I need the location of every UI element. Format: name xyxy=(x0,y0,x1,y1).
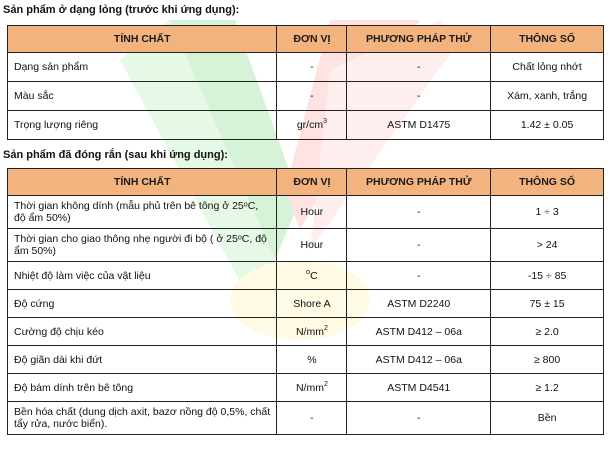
method-cell: - xyxy=(347,229,491,262)
unit-cell xyxy=(277,318,347,346)
method-cell: - xyxy=(347,82,491,111)
value-cell: ≥ 1.2 xyxy=(491,374,604,402)
unit-cell: - xyxy=(277,82,347,111)
unit-text: gr/cm xyxy=(296,119,324,131)
table-row xyxy=(8,111,604,140)
value-cell: > 24 xyxy=(491,229,604,262)
property-cell: Độ giãn dài khi đứt xyxy=(8,346,277,374)
unit-cell xyxy=(277,374,347,402)
header-property: TÍNH CHẤT xyxy=(8,169,277,196)
header-unit: ĐƠN VỊ xyxy=(277,169,347,196)
table-row xyxy=(8,196,604,229)
method-cell: ASTM D1475 xyxy=(347,111,491,140)
unit-cell: Hour xyxy=(277,196,347,229)
property-cell: Nhiệt độ làm việc của vật liệu xyxy=(8,262,277,290)
table-row xyxy=(8,53,604,82)
property-cell: Dạng sản phẩm xyxy=(8,53,277,82)
unit-cell: Hour xyxy=(277,229,347,262)
section-liquid-title: Sản phẩm ở dạng lỏng (trước khi ứng dụng): xyxy=(3,4,240,16)
table-row xyxy=(8,318,604,346)
unit-cell: - xyxy=(277,53,347,82)
section-cured-title: Sản phẩm đã đóng rắn (sau khi ứng dụng): xyxy=(3,149,228,161)
header-property: TÍNH CHẤT xyxy=(8,26,277,53)
table-row xyxy=(8,82,604,111)
property-cell: Bền hóa chất (dung dịch axit, bazơ nồng độ 0,5%, chất tẩy rửa, nước biển). xyxy=(8,402,277,435)
unit-text: N/mm xyxy=(295,325,324,338)
unit-cell xyxy=(277,111,347,140)
property-cell: Thời gian không dính (mẫu phủ trên bê tông ở 25ᵒC, độ ẩm 50%) xyxy=(8,196,277,229)
method-cell: ASTM D412 – 06a xyxy=(347,346,491,374)
header-method: PHƯƠNG PHÁP THỬ xyxy=(347,26,491,53)
value-cell: ≥ 800 xyxy=(491,346,604,374)
table-header-row xyxy=(8,169,604,196)
method-cell: - xyxy=(347,402,491,435)
table-row xyxy=(8,346,604,374)
header-method: PHƯƠNG PHÁP THỬ xyxy=(347,169,491,196)
unit-cell: - xyxy=(277,402,347,435)
unit-text: C xyxy=(310,269,318,282)
value-cell: Xám, xanh, trắng xyxy=(491,82,604,111)
method-cell: ASTM D2240 xyxy=(347,290,491,318)
table-row xyxy=(8,290,604,318)
header-value: THÔNG SỐ xyxy=(491,26,604,53)
method-cell: ASTM D4541 xyxy=(347,374,491,402)
table-row xyxy=(8,262,604,290)
property-cell: Cường độ chịu kéo xyxy=(8,318,277,346)
value-cell: ≥ 2.0 xyxy=(491,318,604,346)
cured-properties-table xyxy=(7,168,604,435)
property-cell: Độ bám dính trên bê tông xyxy=(8,374,277,402)
value-cell: Chất lỏng nhớt xyxy=(491,53,604,82)
property-cell: Thời gian cho giao thông nhẹ người đi bộ ( ở 25ᵒC, độ ẩm 50%) xyxy=(8,229,277,262)
value-cell: 1.42 ± 0.05 xyxy=(491,111,604,140)
property-cell: Màu sắc xyxy=(8,82,277,111)
unit-text: N/mm xyxy=(295,381,324,394)
value-cell: 75 ± 15 xyxy=(491,290,604,318)
method-cell: - xyxy=(347,262,491,290)
liquid-properties-table xyxy=(7,25,604,140)
property-cell: Trọng lượng riêng xyxy=(8,111,277,140)
unit-cell: % xyxy=(277,346,347,374)
table-row xyxy=(8,402,604,435)
method-cell: - xyxy=(347,196,491,229)
unit-cell: Shore A xyxy=(277,290,347,318)
table-row xyxy=(8,374,604,402)
property-cell: Độ cứng xyxy=(8,290,277,318)
header-value: THÔNG SỐ xyxy=(491,169,604,196)
header-unit: ĐƠN VỊ xyxy=(277,26,347,53)
value-cell: 1 ÷ 3 xyxy=(491,196,604,229)
unit-superscript: 3 xyxy=(323,118,327,125)
unit-cell xyxy=(277,262,347,290)
value-cell: Bền xyxy=(491,402,604,435)
table-row xyxy=(8,229,604,262)
unit-superscript: 2 xyxy=(323,324,328,332)
table-header-row xyxy=(8,26,604,53)
unit-superscript: o xyxy=(306,268,311,276)
value-cell: -15 ÷ 85 xyxy=(491,262,604,290)
unit-superscript: 2 xyxy=(323,380,328,388)
method-cell: ASTM D412 – 06a xyxy=(347,318,491,346)
method-cell: - xyxy=(347,53,491,82)
